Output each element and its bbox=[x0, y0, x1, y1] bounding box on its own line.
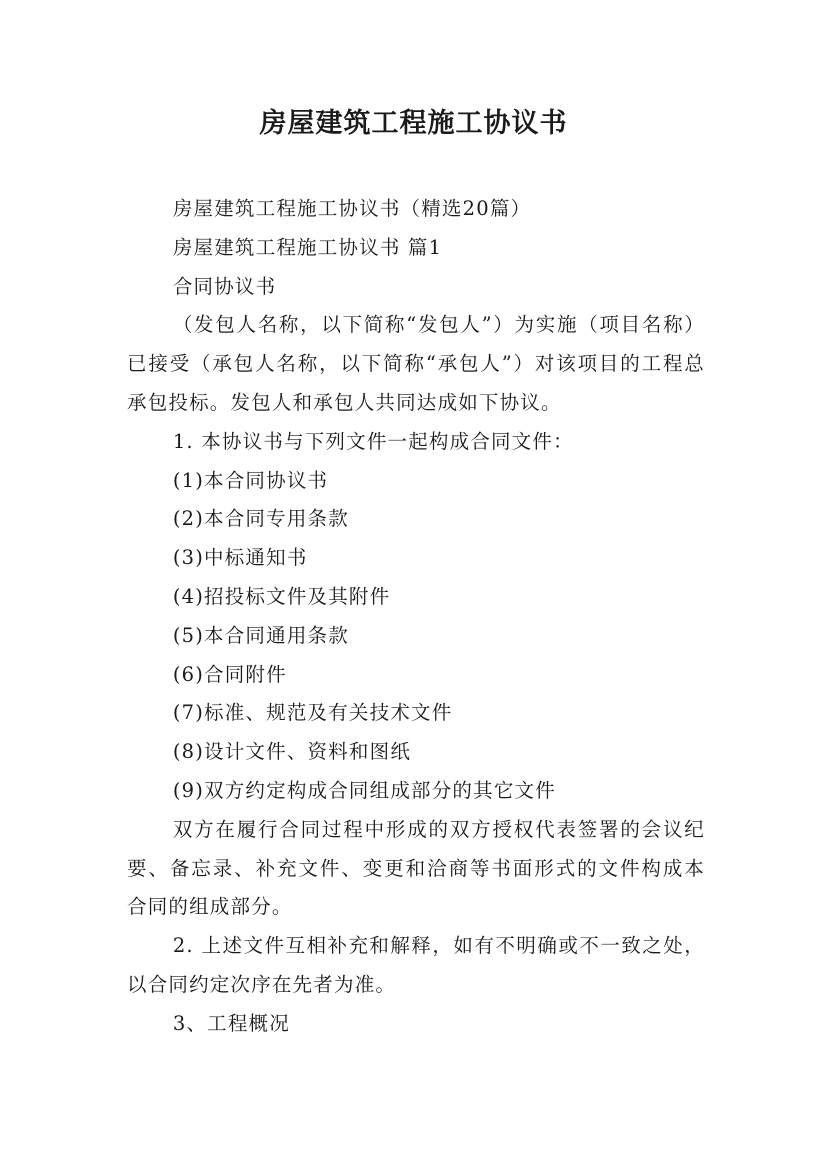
paragraph-contract-heading: 合同协议书 bbox=[172, 274, 277, 298]
list-item: (3)中标通知书 bbox=[172, 546, 308, 570]
list-item: (6)合同附件 bbox=[172, 662, 287, 686]
document-body bbox=[127, 190, 705, 1044]
paragraph-subtitle: 房屋建筑工程施工协议书（精选20篇） bbox=[172, 197, 532, 220]
paragraph-section-heading: 房屋建筑工程施工协议书 篇1 bbox=[172, 235, 443, 259]
list-item: (5)本合同通用条款 bbox=[172, 623, 349, 647]
list-item: (2)本合同专用条款 bbox=[172, 507, 349, 531]
document-title: 房屋建筑工程施工协议书 bbox=[259, 108, 568, 139]
paragraph-clause-2: 2. 上述文件互相补充和解释，如有不明确或不一致之处，以合同约定次序在先者为准。 bbox=[127, 934, 705, 996]
paragraph-supplementary: 双方在履行合同过程中形成的双方授权代表签署的会议纪要、备忘录、补充文件、变更和洽商等书面形式的文件构成本合同的组成部分。 bbox=[127, 817, 705, 919]
list-item: (9)双方约定构成合同组成部分的其它文件 bbox=[172, 778, 556, 802]
paragraph-clause-1: 1. 本协议书与下列文件一起构成合同文件： bbox=[172, 429, 574, 453]
list-item: (4)招投标文件及其附件 bbox=[172, 584, 391, 608]
paragraph-intro: （发包人名称，以下简称“发包人”）为实施（项目名称）已接受（承包人名称，以下简称“承包人”）对该项目的工程总承包投标。发包人和承包人共同达成如下协议。 bbox=[127, 313, 705, 414]
paragraph-clause-3: 3、工程概况 bbox=[172, 1011, 290, 1035]
list-item: (1)本合同协议书 bbox=[172, 468, 329, 492]
list-item: (8)设计文件、资料和图纸 bbox=[172, 740, 412, 764]
list-item: (7)标准、规范及有关技术文件 bbox=[172, 701, 453, 725]
